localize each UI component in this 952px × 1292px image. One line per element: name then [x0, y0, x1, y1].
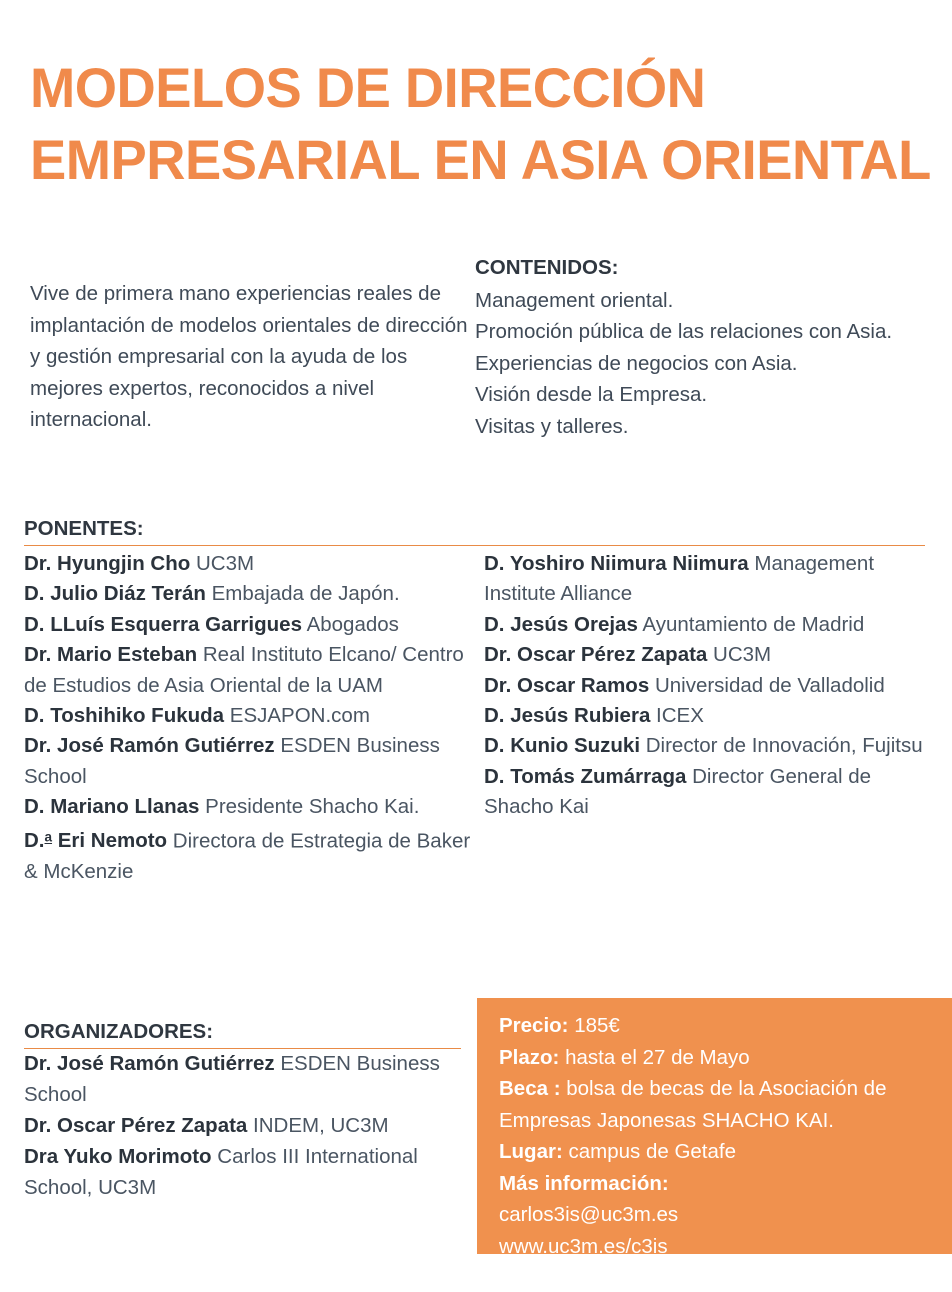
ponente-name: D. Tomás Zumárraga: [484, 764, 687, 788]
ponente-name: D. LLuís Esquerra Garrigues: [24, 612, 302, 636]
info-label: Beca :: [499, 1077, 561, 1100]
ponente-affiliation: Abogados: [306, 612, 399, 636]
ponente-entry: [24, 640, 474, 701]
ponentes-column-right: [474, 549, 924, 887]
upper-section: [30, 252, 922, 442]
ponente-affiliation: ESDEN Business School: [24, 734, 440, 788]
ponente-entry: [24, 579, 474, 609]
organizador-affiliation: Carlos III International School, UC3M: [24, 1145, 418, 1199]
organizador-name: Dra Yuko Morimoto: [24, 1145, 212, 1168]
ponente-affiliation: Real Instituto Elcano/ Centro de Estudios de Asia Oriental de la UAM: [24, 643, 464, 697]
organizadores-section: [24, 1048, 472, 1203]
info-value: 185€: [568, 1014, 620, 1037]
ponente-entry: [24, 731, 474, 792]
ponentes-heading: PONENTES:: [24, 516, 925, 546]
website-link[interactable]: www.uc3m.es/c3is: [499, 1234, 668, 1258]
organizador-name: Dr. Oscar Pérez Zapata: [24, 1114, 248, 1137]
info-value: hasta el 27 de Mayo: [559, 1045, 750, 1069]
contenidos-item: Visión desde la Empresa.: [475, 383, 708, 406]
organizador-affiliation: ESDEN Business School: [24, 1052, 440, 1106]
ponente-affiliation: Management Institute Alliance: [484, 552, 875, 606]
contenidos-block: [475, 252, 922, 442]
ponente-entry: [484, 549, 924, 610]
ponente-affiliation: Director General de Shacho Kai: [484, 764, 871, 819]
ponente-affiliation: Universidad de Valladolid: [654, 673, 885, 697]
title-line-1: MODELOS DE DIRECCIÓN: [30, 56, 706, 119]
info-label: Precio:: [499, 1014, 569, 1037]
ponente-affiliation: ESJAPON.com: [229, 704, 370, 728]
intro-paragraph: Vive de primera mano experiencias reales de implantación de modelos orientales de dirección y gestión empresarial con la ayuda de los mejores expertos, reconocidos a nivel internacional.: [30, 282, 468, 431]
info-label: Lugar:: [499, 1140, 563, 1163]
ponente-entry: [484, 640, 924, 670]
info-box: [477, 998, 952, 1258]
contenidos-item: Management oriental.: [475, 288, 674, 312]
ponente-name: D. Jesús Orejas: [484, 612, 638, 636]
info-label: Más información:: [499, 1171, 669, 1195]
ponente-affiliation: Embajada de Japón.: [211, 582, 400, 606]
ordinal-feminine: a: [44, 829, 53, 845]
intro-block: [30, 252, 475, 442]
info-label: Plazo:: [499, 1045, 560, 1069]
info-row-precio: [499, 1010, 934, 1042]
ponente-name: D. Kunio Suzuki: [484, 734, 641, 758]
ponente-affiliation: Ayuntamiento de Madrid: [642, 612, 865, 636]
ponentes-column-left: [24, 549, 474, 887]
contenidos-item: Promoción pública de las relaciones con Asia.: [475, 320, 893, 343]
ponente-name: D. Toshihiko Fukuda: [24, 704, 225, 728]
poster-title: [30, 52, 931, 196]
ponente-affiliation: Director de Innovación, Fujitsu: [645, 734, 923, 758]
ponente-entry: [484, 671, 924, 701]
title-line-2: EMPRESARIAL EN ASIA ORIENTAL: [30, 128, 931, 191]
ponente-entry: [484, 701, 924, 731]
ponente-affiliation: Directora de Estrategia de Baker & McKenzie: [24, 829, 471, 883]
contenidos-item: Experiencias de negocios con Asia.: [475, 351, 798, 375]
info-row-plazo: [499, 1042, 934, 1074]
ponente-affiliation: UC3M: [195, 552, 255, 575]
ponente-name: Dr. Oscar Pérez Zapata: [484, 643, 708, 667]
info-row-beca: [499, 1073, 934, 1136]
info-row-email[interactable]: [499, 1199, 934, 1231]
info-row-mas-informacion: [499, 1168, 934, 1200]
organizadores-heading: ORGANIZADORES:: [24, 1019, 461, 1049]
ponente-name: Dr. Mario Esteban: [24, 643, 198, 667]
ponente-name: Dr. José Ramón Gutiérrez: [24, 734, 275, 758]
info-value: campus de Getafe: [562, 1140, 736, 1163]
ponente-entry: [24, 792, 474, 822]
ponente-affiliation: ICEX: [656, 704, 704, 728]
contenidos-heading: CONTENIDOS:: [475, 256, 619, 279]
ponente-entry: [24, 610, 474, 640]
email-link[interactable]: carlos3is@uc3m.es: [499, 1203, 679, 1226]
info-row-lugar: [499, 1136, 934, 1168]
ponente-entry: [484, 731, 924, 761]
organizador-affiliation: INDEM, UC3M: [253, 1114, 389, 1137]
info-row-website[interactable]: [499, 1231, 934, 1263]
ponente-entry: [24, 549, 474, 579]
organizador-entry: [24, 1110, 472, 1141]
ponente-name: D. Yoshiro Niimura Niimura: [484, 552, 749, 575]
ponente-name: D.$^a$ Eri Nemoto: [24, 829, 168, 853]
contenidos-item: Visitas y talleres.: [475, 414, 629, 438]
ponente-name: D. Jesús Rubiera: [484, 704, 651, 728]
organizador-entry: [24, 1141, 472, 1203]
ponente-name: Dr. Oscar Ramos: [484, 673, 650, 697]
ponente-entry: [24, 701, 474, 731]
ponente-name: D. Julio Diáz Terán: [24, 582, 206, 606]
ponente-affiliation: Presidente Shacho Kai.: [205, 795, 420, 819]
ponente-entry: [24, 823, 474, 887]
organizador-name: Dr. José Ramón Gutiérrez: [24, 1052, 275, 1075]
ponente-name: D. Mariano Llanas: [24, 795, 200, 819]
organizador-entry: [24, 1048, 472, 1110]
ponente-entry: [484, 610, 924, 640]
ponente-name: Dr. Hyungjin Cho: [24, 552, 191, 575]
ponente-affiliation: UC3M: [713, 643, 772, 667]
ponentes-section: [24, 549, 925, 887]
info-value: bolsa de becas de la Asociación de Empresas Japonesas SHACHO KAI.: [499, 1077, 887, 1132]
ponente-entry: [484, 762, 924, 823]
